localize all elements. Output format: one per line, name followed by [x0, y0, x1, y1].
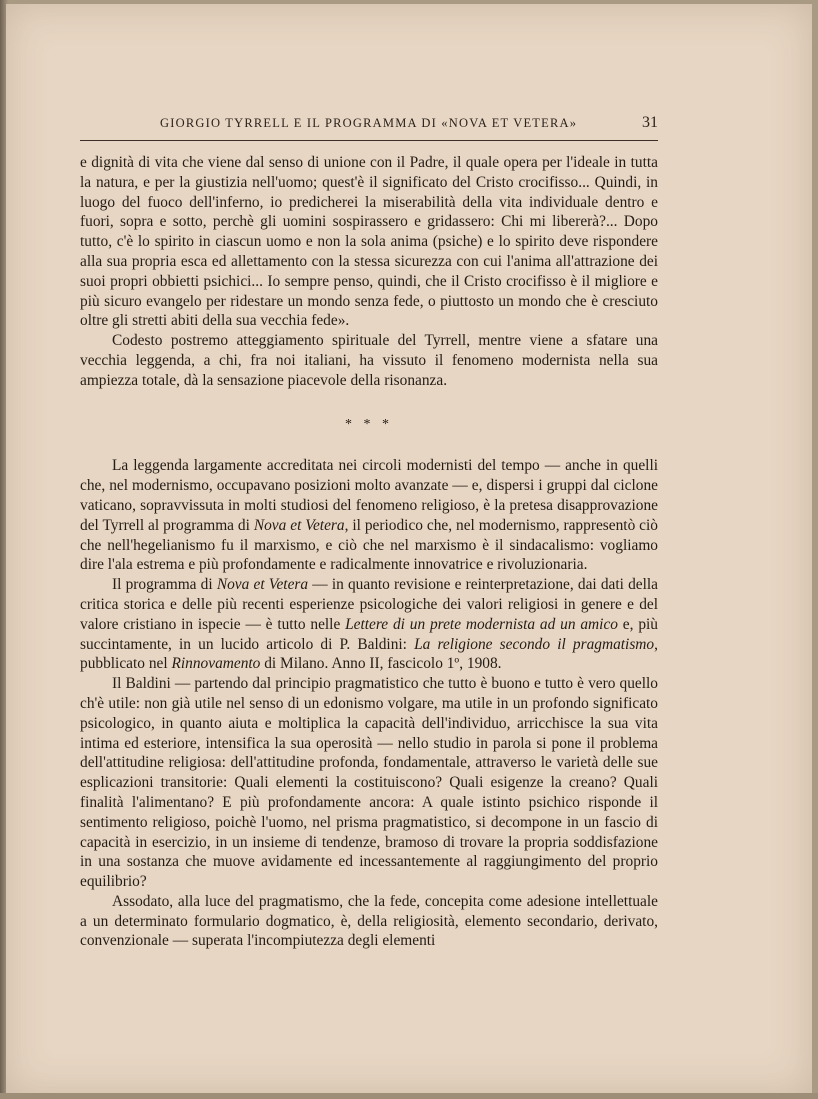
- text-run: di Milano. Anno II, fascicolo 1º, 1908.: [260, 655, 502, 673]
- running-title: GIORGIO TYRRELL E IL PROGRAMMA DI «NOVA ET VETERA»: [160, 116, 578, 130]
- article-title: La religione secondo il pragmatismo: [414, 635, 655, 653]
- book-title: Lettere di un prete modernista ad un amico: [345, 615, 618, 633]
- text-run: La leggenda largamente accreditata nei circoli modernisti del tempo — anche in quelli che, nel modernismo, occupavano posizioni molto avanzate — e, dispersi i gruppi dal ciclone vaticano, sopravvissuta in molti studiosi del fenomeno religioso, è la pretesa disapprovazione del Tyrrell al programma di: [80, 457, 658, 534]
- paragraph-tyrrell-attitude: Codesto postremo atteggiamento spirituale del Tyrrell, mentre viene a sfatare una vecchia leggenda, a chi, fra noi italiani, ha vissuto il fenomeno modernista nella sua ampiezza totale, dà la sensazione piacevole della risonanza.: [80, 332, 658, 389]
- body-text: [80, 153, 658, 951]
- text-run: e, più succintamente, in un lucido articolo di P. Baldini:: [80, 615, 658, 653]
- text-run: , il periodico che, nel modernismo, rappresentò ciò che nell'hegelianismo fu il marxismo, e ciò che nel marxismo è il sindacalismo: vogliamo dire l'ala estrema e più profondamente e radicalmente innovatrice e rivoluzionaria.: [80, 516, 658, 574]
- page-number: 31: [642, 114, 658, 131]
- text-run: — in quanto revisione e reinterpretazione, dai dati della critica storica e delle più recenti esperienze psicologiche dei valori religiosi in genere e del valore cristiano in ispecie — è tutto nelle: [80, 576, 659, 633]
- paragraph-baldini: Il Baldini — partendo dal principio pragmatistico che tutto è buono e tutto è vero quello ch'è utile: non già utile nel senso di un edonismo volgare, ma utile in un profondo significato psicologico, in quanto aiuta e moltiplica la capacità dell'individuo, arricchisce la sua vita intima ed esteriore, intensifica la sua operosità — nello studio in parola si pone il problema dell'attitudine religiosa: dell'attitudine profonda, fondamentale, attraverso le varietà delle sue esplicazioni transitorie: Quali elementi la costituiscono? Quali esigenze la creano? Quali finalità l'alimentano? E più profondamente ancora: A quale istinto psichico risponde il sentimento religioso, poichè l'uomo, nel prisma pragmatistico, si decompone in un fascio di capacità in esercizio, in un insieme di tendenze, bramoso di trovare la propria soddisfazione in una sostanza che muove avidamente ed incessantemente al raggiungimento del proprio equilibrio?: [80, 675, 658, 891]
- page-bottom-edge: [0, 1093, 818, 1099]
- periodical-title: Nova et Vetera: [216, 576, 309, 594]
- paragraph-pragmatism: Assodato, alla luce del pragmatismo, che la fede, concepita come adesione intellettuale a un determinato formulario dogmatico, è, della religiosità, elemento secondario, derivato, convenzionale — superata l'incompiutezza degli elementi: [80, 892, 658, 950]
- running-header: [80, 116, 658, 141]
- paragraph-legend: [80, 456, 658, 575]
- paragraph-quote-end: e dignità di vita che viene dal senso di unione con il Padre, il quale opera per l'ideale in tutta la natura, e per la giustizia nell'uomo; quest'è il significato del Cristo crocifisso... Quindi, in luogo del fuoco dell'inferno, io predicherei la miserabilità della vita individuale dentro e fuori, sopra e sotto, perchè gli uomini sospirassero e gridassero: Chi mi libererà?... Dopo tutto, c'è lo spirito in ciascun uomo e non la sola anima (psiche) e lo spirito deve rispondere alla sua propria esca ed allettamento con la stessa sicurezza con cui l'anima all'attrazione dei suoi propri obbietti psichici... Io sempre penso, quindi, che il Cristo crocifisso è il migliore e più sicuro evangelo per ridestare un mondo senza fede, o piuttosto un mondo che è cresciuto oltre gli stretti abiti della sua vecchia fede».: [80, 154, 658, 330]
- text-run: Il programma di: [112, 576, 217, 594]
- journal-title: Rinnovamento: [171, 655, 261, 673]
- periodical-title: Nova et Vetera: [253, 516, 345, 534]
- section-separator: * * *: [345, 416, 393, 432]
- paragraph-program: [80, 575, 658, 674]
- text-run: , pubblicato nel: [80, 635, 658, 673]
